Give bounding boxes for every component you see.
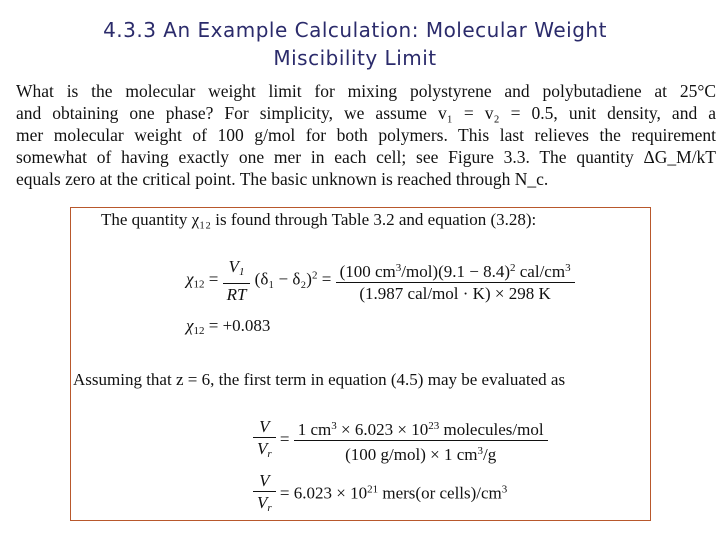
volume-ratio-result: $\frac{V}{V_r}$ = $6.023 \times 10^{21}$ mers(or $cells)/cm^3$ — [253, 470, 507, 519]
fraction: $\frac{V}{V_r}$ — [253, 416, 276, 465]
paragraph-line: mer molecular weight of 100 g/mol for both polymers. This last relieves the requirement — [16, 125, 716, 145]
volume-ratio-equation: $\frac{V}{V_r}$ = $\frac{1 cm^3 \times 6.023 \times 10^{23} molecules/mol}{(100 g/mol) \times 1 cm^3/g}$ — [253, 416, 548, 465]
intro-paragraph — [16, 80, 716, 190]
assumption-sentence: Assuming that z = 6, the first term in equation (4.5) may be evaluated as — [73, 370, 566, 389]
chi-result: $\chi_{12} = +0.083$ — [186, 316, 271, 337]
fraction: $\frac{V}{V_r}$ — [253, 470, 276, 519]
paragraph-line: What is the molecular weight limit for mixing polystyrene and polybutadiene at 25°C — [16, 81, 716, 101]
calculation-box — [70, 207, 651, 521]
title-line-2: Miscibility Limit — [273, 46, 437, 70]
paragraph-line: equals zero at the critical point. The basic unknown is reached through N_c. — [16, 169, 549, 189]
chi-intro-sentence: The quantity χ₁₂ is found through Table 3.2 and equation (3.28): — [101, 210, 537, 229]
paragraph-line: and obtaining one phase? For simplicity, we assume v₁ = v₂ = 0.5, unit density, and a — [16, 103, 716, 123]
paragraph-line: somewhat of having exactly one mer in each cell; see Figure 3.3. The quantity ΔG_M/kT — [16, 147, 716, 167]
fraction: $\frac{1 cm^3 \times 6.023 \times 10^{23} molecules/mol}{(100 g/mol) \times 1 cm^3/g}$ — [294, 416, 548, 465]
chi-equation: $\chi_{12}$ = $\frac{V_1}{RT}$ $(\delta_1 - \delta_2)^2$ = $\frac{(100 cm^3/mol)(9.1 - 8.4)^2 cal/cm^3}{\text{(1.987 cal/mol · K) × 298 K}}$ — [186, 256, 575, 305]
fraction: $\frac{(100 cm^3/mol)(9.1 - 8.4)^2 cal/cm^3}{\text{(1.987 cal/mol · K) × 298 K}}$ — [336, 258, 575, 304]
slide-title — [0, 16, 710, 72]
title-line-1: 4.3.3 An Example Calculation: Molecular Weight — [103, 18, 607, 42]
fraction: $\frac{V_1}{RT}$ — [223, 256, 251, 305]
